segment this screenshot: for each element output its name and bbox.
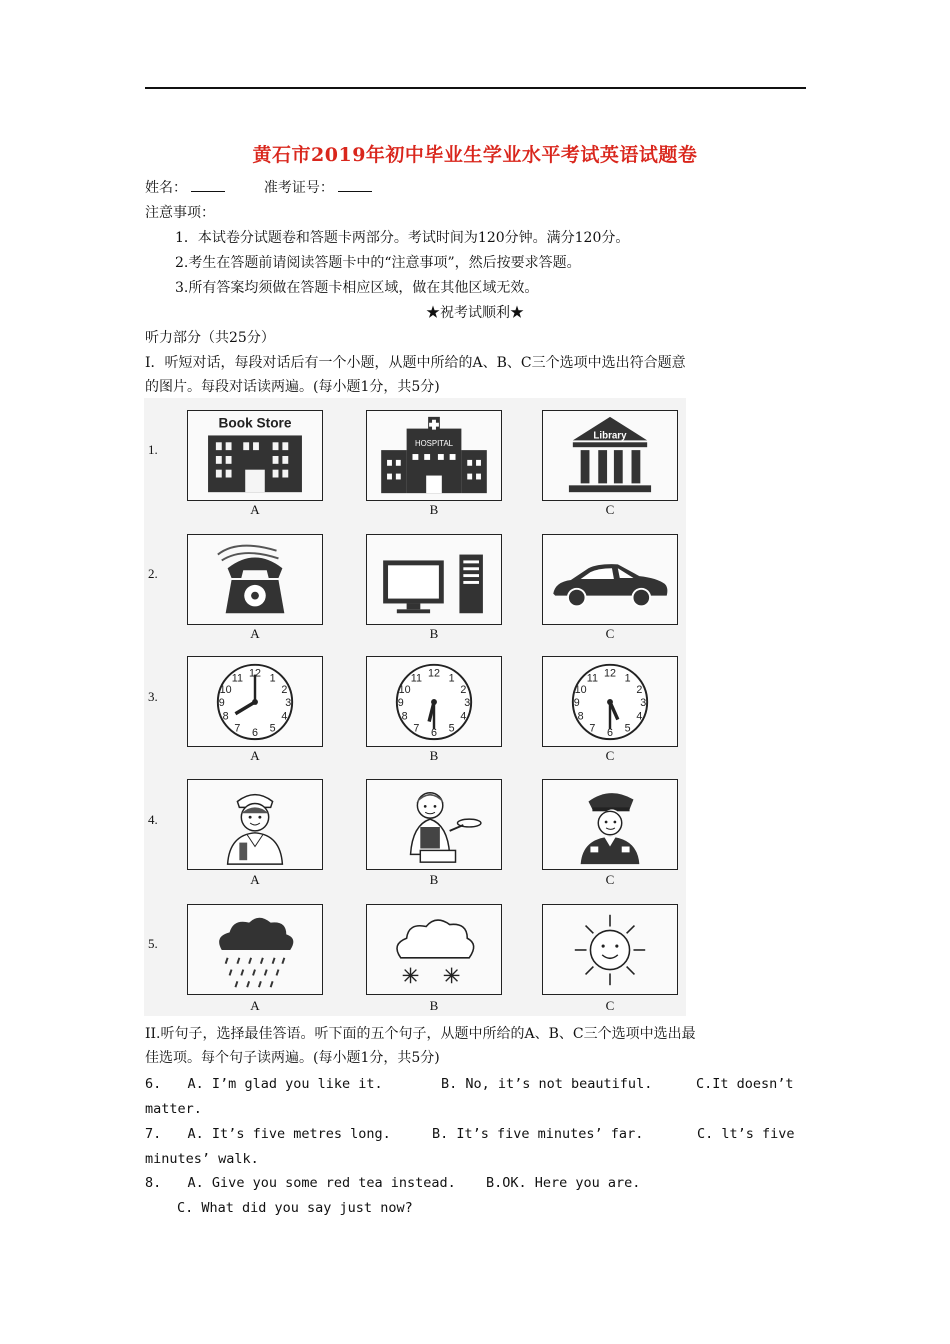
svg-text:4: 4 <box>636 710 643 723</box>
svg-text:12: 12 <box>428 667 440 680</box>
option-a: A. It’s five metres long. <box>187 1126 391 1142</box>
option-label: A <box>250 626 260 641</box>
svg-text:2: 2 <box>281 684 288 697</box>
rain-cloud-icon <box>188 905 322 994</box>
option-a: A. I’m glad you like it. <box>187 1076 383 1092</box>
question-number: 7. <box>145 1126 162 1142</box>
svg-text:10: 10 <box>398 684 411 697</box>
svg-text:3: 3 <box>285 696 292 709</box>
svg-text:6: 6 <box>431 727 437 740</box>
svg-text:3: 3 <box>640 696 647 709</box>
note-item: 2.考生在答题前请阅读答题卡中的“注意事项”，然后按要求答题。 <box>175 255 581 271</box>
svg-text:5: 5 <box>624 722 631 735</box>
svg-text:10: 10 <box>219 684 232 697</box>
option-label: C <box>605 502 615 517</box>
telephone-picture <box>187 534 323 625</box>
id-blank <box>338 179 372 192</box>
svg-text:1: 1 <box>269 672 276 685</box>
question-8-option-c: C. What did you say just now? <box>177 1200 413 1216</box>
option-label: B <box>429 502 439 517</box>
part2-instruction: II.听句子，选择最佳答语。听下面的五个句子，从题中所给的A、B、C三个选项中选出最 <box>145 1026 696 1042</box>
option-label: C <box>605 872 615 887</box>
option-b: B.OK. Here you are. <box>486 1175 641 1191</box>
svg-text:1: 1 <box>624 672 631 685</box>
question-number: 1. <box>148 442 158 457</box>
id-label: 准考证号： <box>263 180 334 196</box>
car-icon <box>543 535 677 624</box>
question-number: 3. <box>148 689 158 704</box>
option-label: B <box>429 998 439 1013</box>
question-8 <box>145 1173 806 1193</box>
option-label: C <box>605 748 615 763</box>
part1-instruction: I．听短对话，每段对话后有一个小题，从题中所给的A、B、C三个选项中选出符合题意 <box>145 355 686 371</box>
svg-text:2: 2 <box>636 684 643 697</box>
svg-text:7: 7 <box>589 722 596 735</box>
svg-text:4: 4 <box>460 710 467 723</box>
question-number: 4. <box>148 812 158 827</box>
option-c: C.It doesn’t <box>696 1076 794 1092</box>
police-icon <box>543 780 677 869</box>
svg-text:11: 11 <box>586 672 598 685</box>
option-label: A <box>250 998 260 1013</box>
option-label: A <box>250 872 260 887</box>
svg-text:12: 12 <box>604 667 616 680</box>
sun-icon <box>543 905 677 994</box>
hospital-icon <box>367 411 501 500</box>
cook-picture <box>366 779 502 870</box>
computer-icon <box>367 535 501 624</box>
name-blank <box>191 179 225 192</box>
question-7-cont: minutes’ walk. <box>145 1151 259 1167</box>
option-b: B. It’s five minutes’ far. <box>432 1126 644 1142</box>
svg-text:10: 10 <box>574 684 587 697</box>
svg-text:7: 7 <box>234 722 241 735</box>
rain-picture <box>187 904 323 995</box>
svg-text:11: 11 <box>410 672 422 685</box>
svg-text:9: 9 <box>397 696 404 709</box>
question-number: 6. <box>145 1076 162 1092</box>
question-number: 2. <box>148 566 158 581</box>
note-item: 3.所有答案均须做在答题卡相应区域，做在其他区域无效。 <box>175 280 539 296</box>
header-line <box>145 178 376 198</box>
svg-text:7: 7 <box>413 722 420 735</box>
svg-text:8: 8 <box>401 710 408 723</box>
clock-picture <box>542 656 678 747</box>
option-label: B <box>429 872 439 887</box>
cook-icon <box>367 780 501 869</box>
svg-text:5: 5 <box>269 722 276 735</box>
name-label: 姓名： <box>145 180 187 196</box>
option-c: C. lt’s five <box>697 1126 795 1142</box>
svg-text:9: 9 <box>573 696 580 709</box>
telephone-icon <box>188 535 322 624</box>
svg-text:2: 2 <box>460 684 467 697</box>
option-label: B <box>429 748 439 763</box>
option-a: A. Give you some red tea instead. <box>187 1175 456 1191</box>
wish-text: ★祝考试顺利★ <box>426 305 524 321</box>
clock-picture <box>366 656 502 747</box>
svg-text:5: 5 <box>448 722 455 735</box>
library-picture <box>542 410 678 501</box>
bookstore-icon <box>188 411 322 500</box>
svg-text:Book Store: Book Store <box>218 415 292 431</box>
question-number: 5. <box>148 936 158 951</box>
svg-text:6: 6 <box>607 727 613 740</box>
sun-picture <box>542 904 678 995</box>
question-7 <box>145 1124 806 1144</box>
question-6-cont: matter. <box>145 1101 202 1117</box>
svg-text:Library: Library <box>593 430 627 442</box>
clock-icon <box>543 657 677 746</box>
notes-heading: 注意事项： <box>145 205 215 221</box>
top-rule <box>145 87 806 89</box>
svg-text:4: 4 <box>281 710 288 723</box>
car-picture <box>542 534 678 625</box>
option-label: B <box>429 626 439 641</box>
nurse-icon <box>188 780 322 869</box>
hospital-picture <box>366 410 502 501</box>
clock-icon <box>188 657 322 746</box>
option-label: C <box>605 998 615 1013</box>
snow-picture <box>366 904 502 995</box>
clock-picture <box>187 656 323 747</box>
svg-text:HOSPITAL: HOSPITAL <box>414 439 454 449</box>
svg-text:8: 8 <box>577 710 584 723</box>
svg-text:12: 12 <box>249 667 261 680</box>
question-number: 8. <box>145 1175 162 1191</box>
computer-picture <box>366 534 502 625</box>
option-label: C <box>605 626 615 641</box>
picture-grid <box>144 398 686 1016</box>
police-picture <box>542 779 678 870</box>
option-label: A <box>250 748 260 763</box>
nurse-picture <box>187 779 323 870</box>
option-b: B. No, it’s not beautiful. <box>441 1076 653 1092</box>
library-icon <box>543 411 677 500</box>
clock-icon <box>367 657 501 746</box>
snow-cloud-icon <box>367 905 501 994</box>
part1-instruction-cont: 的图片。每段对话读两遍。(每小题1分，共5分) <box>145 379 440 395</box>
svg-text:1: 1 <box>448 672 455 685</box>
svg-text:11: 11 <box>231 672 243 685</box>
svg-text:6: 6 <box>252 727 258 740</box>
page-title: 黄石市2019年初中毕业生学业水平考试英语试题卷 <box>252 144 698 166</box>
svg-text:8: 8 <box>222 710 229 723</box>
listening-heading: 听力部分（共25分） <box>145 330 275 346</box>
svg-text:3: 3 <box>464 696 471 709</box>
bookstore-picture <box>187 410 323 501</box>
svg-text:9: 9 <box>218 696 225 709</box>
question-6 <box>145 1074 806 1094</box>
note-item: 1．本试卷分试题卷和答题卡两部分。考试时间为120分钟。满分120分。 <box>175 230 630 246</box>
option-label: A <box>250 502 260 517</box>
part2-instruction-cont: 佳选项。每个句子读两遍。(每小题1分，共5分) <box>145 1050 440 1066</box>
